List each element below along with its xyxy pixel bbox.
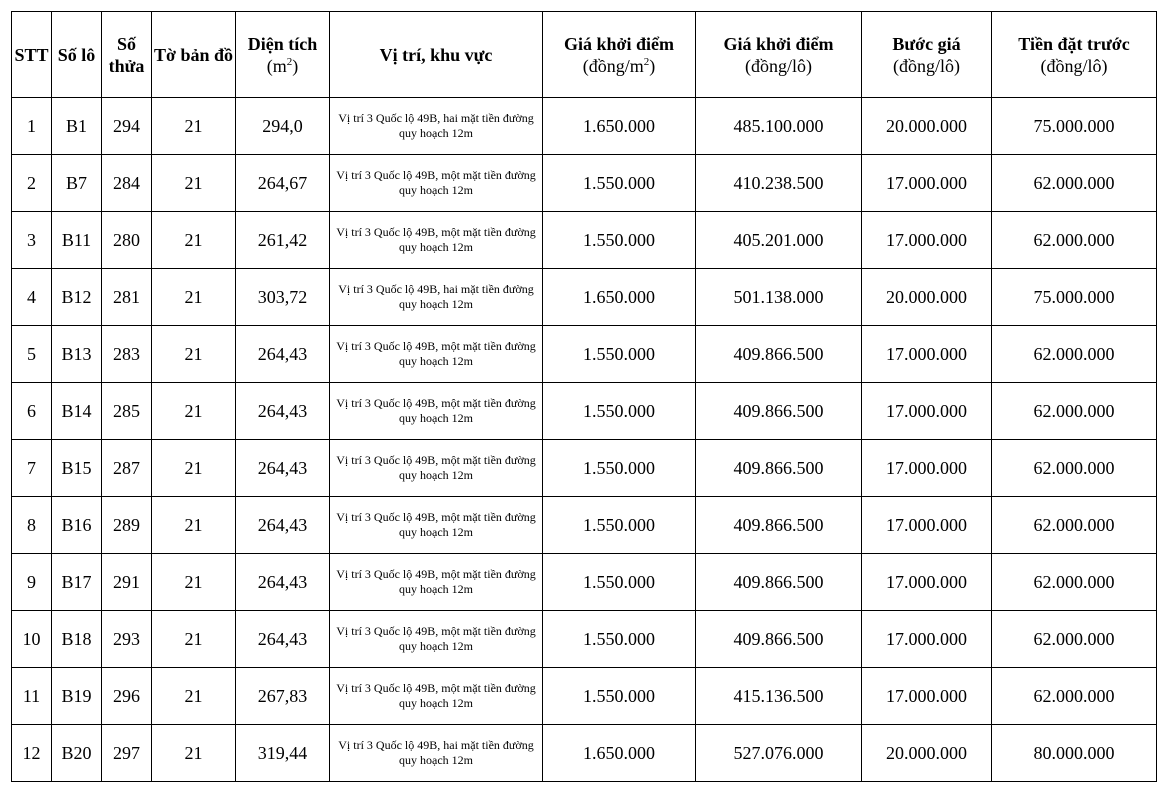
dien-tich-unit-sup: 2 — [286, 55, 293, 68]
cell-vi-tri: Vị trí 3 Quốc lộ 49B, một mặt tiền đường quy hoạch 12m — [330, 326, 543, 383]
cell-gia-lo: 409.866.500 — [696, 383, 862, 440]
col-header-stt-label: STT — [14, 44, 49, 65]
cell-tien-dat-truoc: 80.000.000 — [992, 725, 1157, 782]
table-row — [12, 326, 1157, 383]
col-header-tien-dat-truoc-label: Tiền đặt trước — [1018, 33, 1130, 54]
cell-so-thua: 291 — [102, 554, 152, 611]
cell-so-lo: B11 — [52, 212, 102, 269]
cell-vi-tri: Vị trí 3 Quốc lộ 49B, một mặt tiền đường quy hoạch 12m — [330, 212, 543, 269]
col-header-gia-lo-label: Giá khởi điểm — [723, 33, 834, 54]
gia-m2-unit-sup: 2 — [643, 55, 650, 68]
cell-dien-tich: 319,44 — [236, 725, 330, 782]
cell-so-thua: 293 — [102, 611, 152, 668]
cell-vi-tri: Vị trí 3 Quốc lộ 49B, một mặt tiền đường quy hoạch 12m — [330, 668, 543, 725]
cell-tien-dat-truoc: 62.000.000 — [992, 326, 1157, 383]
cell-so-thua: 289 — [102, 497, 152, 554]
cell-dien-tich: 264,67 — [236, 155, 330, 212]
cell-buoc-gia: 20.000.000 — [862, 98, 992, 155]
cell-so-lo: B19 — [52, 668, 102, 725]
cell-to-ban-do: 21 — [152, 269, 236, 326]
cell-so-thua: 283 — [102, 326, 152, 383]
cell-gia-lo: 409.866.500 — [696, 440, 862, 497]
cell-so-lo: B18 — [52, 611, 102, 668]
cell-stt: 2 — [12, 155, 52, 212]
cell-tien-dat-truoc: 75.000.000 — [992, 98, 1157, 155]
cell-dien-tich: 264,43 — [236, 497, 330, 554]
col-header-gia-m2-label: Giá khởi điểm — [564, 33, 674, 54]
cell-to-ban-do: 21 — [152, 611, 236, 668]
col-header-tien-dat-truoc-unit: (đồng/lô) — [1040, 55, 1108, 76]
cell-tien-dat-truoc: 75.000.000 — [992, 269, 1157, 326]
cell-gia-m2: 1.550.000 — [543, 497, 696, 554]
cell-vi-tri: Vị trí 3 Quốc lộ 49B, hai mặt tiền đường quy hoạch 12m — [330, 269, 543, 326]
cell-so-lo: B17 — [52, 554, 102, 611]
cell-stt: 4 — [12, 269, 52, 326]
cell-vi-tri: Vị trí 3 Quốc lộ 49B, một mặt tiền đường quy hoạch 12m — [330, 611, 543, 668]
gia-m2-unit-text: (đồng/m — [582, 55, 644, 76]
cell-gia-lo: 410.238.500 — [696, 155, 862, 212]
cell-tien-dat-truoc: 62.000.000 — [992, 554, 1157, 611]
dien-tich-unit-text: (m — [266, 55, 287, 76]
col-header-dien-tich-unit — [267, 56, 299, 76]
cell-gia-m2: 1.650.000 — [543, 725, 696, 782]
cell-tien-dat-truoc: 62.000.000 — [992, 668, 1157, 725]
table-row — [12, 611, 1157, 668]
col-header-dien-tich — [236, 12, 330, 98]
cell-stt: 7 — [12, 440, 52, 497]
cell-to-ban-do: 21 — [152, 725, 236, 782]
dien-tich-unit-close: ) — [292, 55, 299, 76]
cell-dien-tich: 264,43 — [236, 611, 330, 668]
cell-vi-tri: Vị trí 3 Quốc lộ 49B, một mặt tiền đường quy hoạch 12m — [330, 497, 543, 554]
table-row — [12, 554, 1157, 611]
table-row — [12, 212, 1157, 269]
cell-so-thua: 294 — [102, 98, 152, 155]
cell-stt: 10 — [12, 611, 52, 668]
cell-buoc-gia: 17.000.000 — [862, 212, 992, 269]
cell-gia-lo: 485.100.000 — [696, 98, 862, 155]
cell-so-lo: B13 — [52, 326, 102, 383]
cell-stt: 9 — [12, 554, 52, 611]
cell-vi-tri: Vị trí 3 Quốc lộ 49B, một mặt tiền đường quy hoạch 12m — [330, 155, 543, 212]
cell-buoc-gia: 17.000.000 — [862, 611, 992, 668]
cell-stt: 11 — [12, 668, 52, 725]
cell-dien-tich: 294,0 — [236, 98, 330, 155]
cell-buoc-gia: 20.000.000 — [862, 269, 992, 326]
cell-gia-m2: 1.550.000 — [543, 383, 696, 440]
cell-buoc-gia: 17.000.000 — [862, 554, 992, 611]
cell-to-ban-do: 21 — [152, 155, 236, 212]
cell-gia-lo: 409.866.500 — [696, 326, 862, 383]
col-header-so-thua-label: Số thửa — [108, 33, 145, 76]
cell-gia-lo: 501.138.000 — [696, 269, 862, 326]
table-row — [12, 668, 1157, 725]
cell-so-lo: B16 — [52, 497, 102, 554]
col-header-vi-tri-label: Vị trí, khu vực — [379, 44, 493, 65]
cell-gia-m2: 1.550.000 — [543, 326, 696, 383]
cell-buoc-gia: 20.000.000 — [862, 725, 992, 782]
cell-so-lo: B7 — [52, 155, 102, 212]
cell-buoc-gia: 17.000.000 — [862, 155, 992, 212]
col-header-dien-tich-label: Diện tích — [247, 33, 318, 54]
col-header-gia-lo — [696, 12, 862, 98]
col-header-stt — [12, 12, 52, 98]
cell-so-lo: B20 — [52, 725, 102, 782]
cell-dien-tich: 264,43 — [236, 326, 330, 383]
cell-so-thua: 284 — [102, 155, 152, 212]
cell-so-thua: 285 — [102, 383, 152, 440]
table-row — [12, 497, 1157, 554]
table-row — [12, 725, 1157, 782]
cell-so-lo: B12 — [52, 269, 102, 326]
cell-gia-lo: 409.866.500 — [696, 611, 862, 668]
cell-so-lo: B14 — [52, 383, 102, 440]
cell-dien-tich: 264,43 — [236, 554, 330, 611]
table-body — [12, 98, 1157, 782]
cell-dien-tich: 264,43 — [236, 383, 330, 440]
col-header-vi-tri — [330, 12, 543, 98]
cell-stt: 12 — [12, 725, 52, 782]
col-header-so-thua — [102, 12, 152, 98]
lot-auction-table — [11, 11, 1157, 782]
col-header-so-lo — [52, 12, 102, 98]
col-header-buoc-gia — [862, 12, 992, 98]
cell-vi-tri: Vị trí 3 Quốc lộ 49B, một mặt tiền đường quy hoạch 12m — [330, 440, 543, 497]
cell-to-ban-do: 21 — [152, 383, 236, 440]
cell-gia-m2: 1.650.000 — [543, 269, 696, 326]
cell-tien-dat-truoc: 62.000.000 — [992, 212, 1157, 269]
cell-buoc-gia: 17.000.000 — [862, 668, 992, 725]
cell-buoc-gia: 17.000.000 — [862, 326, 992, 383]
cell-dien-tich: 264,43 — [236, 440, 330, 497]
cell-to-ban-do: 21 — [152, 326, 236, 383]
cell-gia-m2: 1.550.000 — [543, 155, 696, 212]
col-header-so-lo-label: Số lô — [57, 44, 96, 65]
cell-so-thua: 297 — [102, 725, 152, 782]
cell-stt: 1 — [12, 98, 52, 155]
cell-tien-dat-truoc: 62.000.000 — [992, 611, 1157, 668]
table-row — [12, 155, 1157, 212]
cell-gia-m2: 1.550.000 — [543, 668, 696, 725]
col-header-to-ban-do-label: Tờ bản đồ — [154, 44, 234, 65]
cell-so-thua: 296 — [102, 668, 152, 725]
col-header-gia-lo-unit: (đồng/lô) — [745, 55, 812, 76]
cell-to-ban-do: 21 — [152, 497, 236, 554]
cell-buoc-gia: 17.000.000 — [862, 497, 992, 554]
col-header-gia-m2-unit — [583, 56, 656, 76]
cell-to-ban-do: 21 — [152, 440, 236, 497]
cell-so-lo: B15 — [52, 440, 102, 497]
cell-gia-lo: 527.076.000 — [696, 725, 862, 782]
cell-stt: 6 — [12, 383, 52, 440]
cell-to-ban-do: 21 — [152, 554, 236, 611]
cell-dien-tich: 267,83 — [236, 668, 330, 725]
cell-to-ban-do: 21 — [152, 98, 236, 155]
cell-stt: 3 — [12, 212, 52, 269]
cell-buoc-gia: 17.000.000 — [862, 383, 992, 440]
table-header — [12, 12, 1157, 98]
cell-gia-m2: 1.550.000 — [543, 440, 696, 497]
cell-stt: 8 — [12, 497, 52, 554]
cell-tien-dat-truoc: 62.000.000 — [992, 155, 1157, 212]
gia-m2-unit-close: ) — [649, 55, 656, 76]
table-row — [12, 383, 1157, 440]
table-row — [12, 98, 1157, 155]
header-row — [12, 12, 1157, 98]
cell-tien-dat-truoc: 62.000.000 — [992, 383, 1157, 440]
cell-gia-m2: 1.550.000 — [543, 212, 696, 269]
cell-vi-tri: Vị trí 3 Quốc lộ 49B, một mặt tiền đường quy hoạch 12m — [330, 383, 543, 440]
cell-gia-lo: 409.866.500 — [696, 554, 862, 611]
cell-gia-m2: 1.550.000 — [543, 554, 696, 611]
cell-dien-tich: 303,72 — [236, 269, 330, 326]
cell-dien-tich: 261,42 — [236, 212, 330, 269]
cell-gia-m2: 1.550.000 — [543, 611, 696, 668]
cell-so-thua: 287 — [102, 440, 152, 497]
col-header-buoc-gia-label: Bước giá — [892, 33, 961, 54]
cell-so-thua: 280 — [102, 212, 152, 269]
col-header-to-ban-do — [152, 12, 236, 98]
cell-gia-lo: 409.866.500 — [696, 497, 862, 554]
table-row — [12, 269, 1157, 326]
cell-gia-m2: 1.650.000 — [543, 98, 696, 155]
cell-vi-tri: Vị trí 3 Quốc lộ 49B, một mặt tiền đường quy hoạch 12m — [330, 554, 543, 611]
table-row — [12, 440, 1157, 497]
cell-vi-tri: Vị trí 3 Quốc lộ 49B, hai mặt tiền đường quy hoạch 12m — [330, 725, 543, 782]
cell-to-ban-do: 21 — [152, 212, 236, 269]
cell-buoc-gia: 17.000.000 — [862, 440, 992, 497]
cell-so-thua: 281 — [102, 269, 152, 326]
cell-stt: 5 — [12, 326, 52, 383]
cell-to-ban-do: 21 — [152, 668, 236, 725]
cell-vi-tri: Vị trí 3 Quốc lộ 49B, hai mặt tiền đường quy hoạch 12m — [330, 98, 543, 155]
col-header-buoc-gia-unit: (đồng/lô) — [893, 55, 960, 76]
cell-gia-lo: 415.136.500 — [696, 668, 862, 725]
cell-gia-lo: 405.201.000 — [696, 212, 862, 269]
cell-so-lo: B1 — [52, 98, 102, 155]
cell-tien-dat-truoc: 62.000.000 — [992, 497, 1157, 554]
col-header-tien-dat-truoc — [992, 12, 1157, 98]
col-header-gia-m2 — [543, 12, 696, 98]
cell-tien-dat-truoc: 62.000.000 — [992, 440, 1157, 497]
